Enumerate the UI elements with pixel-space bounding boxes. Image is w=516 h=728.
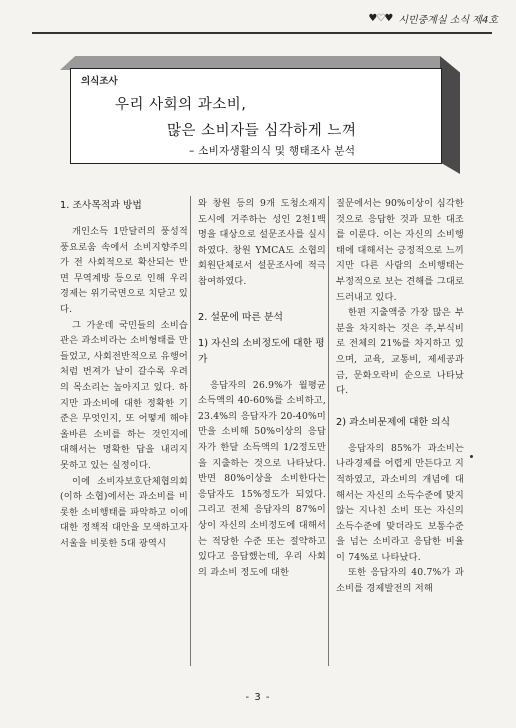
column-divider (328, 196, 329, 666)
paragraph: 개인소득 1만달러의 풍성적 풍요로움 속에서 소비지향주의가 전 사회적으로 확산되는 반면 무역계방 등으로 인해 우리경제는 위기국면으로 치닫고 있다. (60, 226, 188, 315)
banner-front (70, 68, 442, 164)
column-1 (60, 196, 188, 551)
banner-side-face (440, 56, 460, 174)
article-category: 의식조사 (81, 76, 118, 87)
paragraph: 와 창원 등의 9개 도청소재지 도시에 거주하는 성인 2천1백명을 대상으로 설문조사를 실시하였다. 창원 YMCA도 소협의 회원단체로서 설문조사에 적극 참여하였다. (198, 198, 326, 287)
paragraph: 한편 지출액중 가장 많은 부분을 차지하는 것은 주,부식비로 전체의 21%를 차지하고 있으며, 교육, 교통비, 제세공과금, 문화오락비 순으로 나타났다. (336, 307, 464, 397)
column-3 (336, 196, 464, 597)
header-rule (32, 32, 492, 34)
subsection-heading: 1) 자신의 소비정도에 대한 평가 (198, 337, 325, 365)
newsletter-header (368, 11, 498, 26)
article-title-line1: 우리 사회의 과소비, (115, 97, 247, 113)
speck (470, 455, 473, 458)
column-2 (198, 196, 326, 580)
paragraph: 그 가운데 국민들의 소비습관은 과소비라는 소비형태를 만들었고, 사회전반적으로 유행어처럼 번져가 날이 갈수록 우려의 목소리는 높아지고 있다. 하지만 과소비에 대한 정확한 기준은 무엇인지, 또 어떻게 해야 올바른 소비를 하는 것인지에 대해서는 명확한 답을 내리지 못하고 있는 실정이다. (60, 319, 188, 471)
section-heading: 2. 설문에 따른 분석 (198, 311, 283, 323)
subsection-heading: 2) 과소비문제에 대한 의식 (336, 416, 451, 428)
article-body (42, 196, 482, 691)
paragraph: 응답자의 26.9%가 월평균 소득액의 40-60%를 소비하고, 23.4%의 응답자가 20-40%미만을 소비해 50%이상의 응답자가 한달 소득액의 1/2정도만을 지출하는 것으로 나타났다. 반면 80%이상을 소비한다는 응답자도 15%정도가 되었다. 그리고 전체 응답자의 87%이상이 자신의 소비정도에 대해서는 적당한 수준 또는 절약하고 있다고 응답했는데, 우리 사회의 과소비 정도에 대한 (198, 379, 326, 578)
article-subtitle: – 소비자생활의식 및 행태조사 분석 (189, 145, 356, 157)
column-divider (190, 196, 191, 666)
hearts-icon: ♥♡♥ (368, 13, 393, 24)
newsletter-title: 시민중계실 소식 제4호 (398, 15, 498, 26)
article-title-line2: 많은 소비자들 심각하게 느껴 (167, 123, 357, 139)
paragraph: 이에 소비자보호단체협의회(이하 소협)에서는 과소비를 비롯한 소비행태를 파악하고 이에 대한 정책적 대안을 모색하고자 서울을 비롯한 5대 광역시 (60, 475, 188, 549)
paragraph: 또한 응답자의 40.7%가 과소비를 경제발전의 저해 (336, 567, 464, 595)
section-heading: 1. 조사목적과 방법 (60, 200, 142, 211)
paragraph: 질문에서는 90%이상이 심각한 것으로 응답한 것과 묘한 대조를 이룬다. 이는 자신의 소비행태에 대해서는 긍정적으로 느끼지만 다른 사람의 소비행태는 부정적으로 보는 견해를 그대로 드러내고 있다. (336, 198, 464, 303)
article-banner (60, 56, 476, 186)
paragraph: 응답자의 85%가 과소비는 나라경제를 어렵게 만든다고 지적하였고, 과소비의 개념에 대해서는 자신의 소득수준에 맞지 않는 지나친 소비 또는 자신의 소득수준에 맞더라도 보통수준을 넘는 소비라고 응답한 비율이 74%로 나타났다. (336, 442, 464, 563)
page-number: - 3 - (245, 692, 271, 703)
